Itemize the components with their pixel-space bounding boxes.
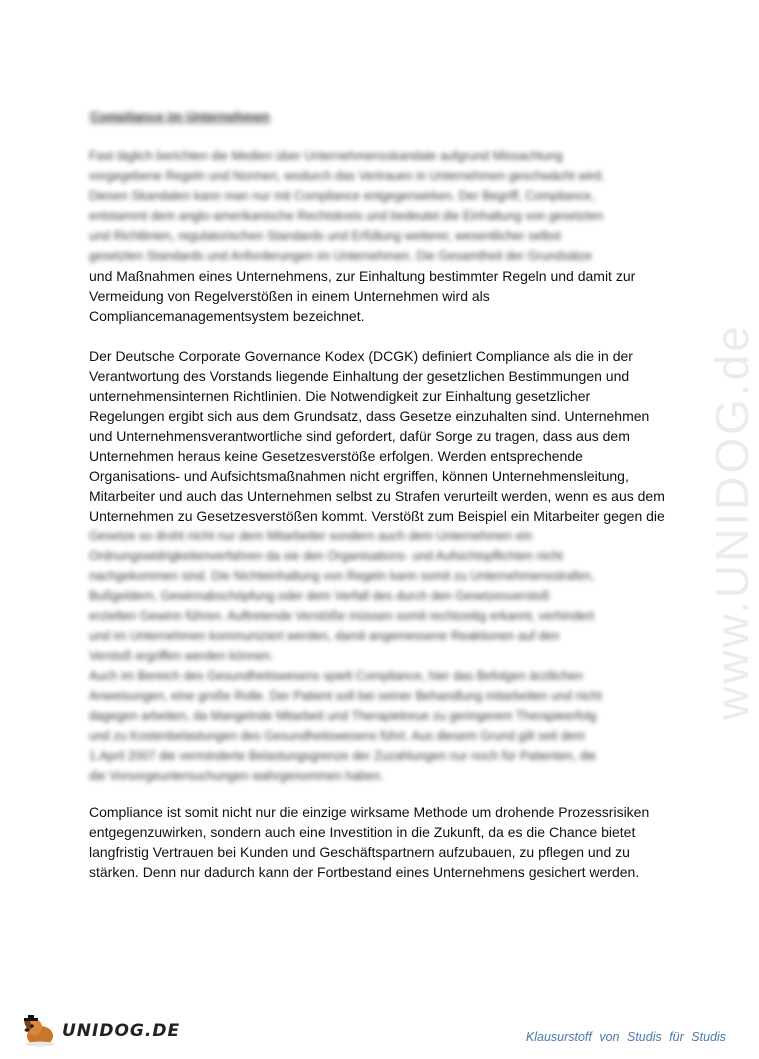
- text-line: vorgegebene Regeln und Normen, wodurch das Vertrauen in Unternehmen geschwächt wird.: [89, 169, 605, 183]
- text-line: Der Deutsche Corporate Governance Kodex (DCGK) definiert Compliance als die in der: [89, 348, 633, 364]
- paragraph-1: [89, 146, 667, 326]
- text-line: und Unternehmensverantwortliche sind gefordert, dafür Sorge zu tragen, dass aus dem: [89, 428, 630, 444]
- paragraph-3: [89, 802, 667, 882]
- footer-logo[interactable]: [20, 1013, 180, 1049]
- text-line: entstammt dem anglo-amerikanische Rechtskreis und bedeutet die Einhaltung von gesetzten: [89, 209, 604, 223]
- text-line: erzielten Gewinn führen. Auftretende Verstöße müssen somit rechtzeitig erkannt, verhindert: [89, 609, 595, 623]
- text-line: Bußgeldern, Gewinnabschöpfung oder dem Verfall des durch den Gesetzesverstoß: [89, 589, 550, 603]
- text-line: gesetzten Standards und Anforderungen im Unternehmen. Die Gesamtheit der Grundsätze: [89, 249, 593, 263]
- text-line: und zu Kostenbelastungen des Gesundheitswesens führt. Aus diesem Grund gilt seit dem: [89, 729, 586, 743]
- document-title: Compliance im Unternehmen: [90, 109, 270, 124]
- text-line: Verstoß ergriffen werden können.: [89, 649, 274, 663]
- text-line: Regelungen ergibt sich aus dem Grundsatz, dass Gesetze einzuhalten sind. Unternehmen: [89, 408, 650, 424]
- dog-mascot-icon: [20, 1014, 60, 1048]
- text-line: nachgekommen sind. Die Nichteinhaltung von Regeln kann somit zu Unternehmensstrafen,: [89, 569, 595, 583]
- text-line: Vermeidung von Regelverstößen in einem Unternehmen wird als: [89, 288, 490, 304]
- text-line: Diesen Skandalen kann man nur mit Compliance entgegenwirken. Der Begriff, Compliance,: [89, 189, 595, 203]
- text-line: Unternehmen heraus keine Gesetzesverstöße erfolgen. Werden entsprechende: [89, 448, 583, 464]
- text-line: Compliance ist somit nicht nur die einzige wirksame Methode um drohende Prozessrisiken: [89, 804, 650, 820]
- text-line: Ordnungswidrigkeitenverfahren da sie den Organisations- und Aufsichtspflichten nicht: [89, 549, 563, 563]
- text-line: Compliancemanagementsystem bezeichnet.: [89, 308, 365, 324]
- logo-text: UNIDOG.DE: [62, 1021, 181, 1041]
- paragraph-2: [89, 346, 667, 786]
- text-line: dagegen arbeiten, da Mangelnde Mitarbeit und Therapietreue zu geringerem Therapieerfolg: [89, 709, 597, 723]
- text-line: Mitarbeiter und auch das Unternehmen selbst zu Strafen verurteilt werden, wenn es aus dem: [89, 488, 665, 504]
- text-line: Anweisungen, eine große Rolle. Der Patient soll bei seiner Behandlung mitarbeiten und nicht: [89, 689, 602, 703]
- text-line: entgegenzuwirken, sondern auch eine Investition in die Zukunft, da es die Chance bietet: [89, 824, 636, 840]
- text-line: Fast täglich berichten die Medien über Unternehmensskandale aufgrund Missachtung: [89, 149, 563, 163]
- text-line: Unternehmen zu Gesetzesverstößen kommt. Verstößt zum Beispiel ein Mitarbeiter gegen die: [89, 508, 665, 524]
- text-line: und Richtlinien, regulatorischen Standards und Erfüllung weiterer, wesentlicher selbst: [89, 229, 561, 243]
- text-line: Organisations- und Aufsichtsmaßnahmen nicht ergriffen, können Unternehmensleitung,: [89, 468, 629, 484]
- text-line: und Maßnahmen eines Unternehmens, zur Einhaltung bestimmter Regeln und damit zur: [89, 268, 636, 284]
- text-line: Verantwortung des Vorstands liegende Einhaltung der gesetzlichen Bestimmungen und: [89, 368, 630, 384]
- text-line: Gesetze so droht nicht nur dem Mitarbeiter sondern auch dem Unternehmen ein: [89, 529, 533, 543]
- footer-tagline: Klausurstoff von Studis für Studis: [525, 1030, 726, 1044]
- text-line: 1.April 2007 die verminderte Belastungsgrenze der Zuzahlungen nur noch für Patienten, die: [89, 749, 597, 763]
- text-line: unternehmensinternen Richtlinien. Die Notwendigkeit zur Einhaltung gesetzlicher: [89, 388, 591, 404]
- text-line: langfristig Vertrauen bei Kunden und Geschäftspartnern aufzubauen, zu pflegen und zu: [89, 844, 630, 860]
- text-line: stärken. Denn nur dadurch kann der Fortbestand eines Unternehmens gesichert werden.: [89, 864, 640, 880]
- text-line: die Vorsorgeuntersuchungen wahrgenommen haben.: [89, 769, 384, 783]
- watermark: www.UNIDOG.de: [706, 323, 758, 720]
- text-line: Auch im Bereich des Gesundheitswesens spielt Compliance, hier das Befolgen ärztlichen: [89, 669, 584, 683]
- text-line: und im Unternehmen kommuniziert werden, damit angemessene Reaktionen auf den: [89, 629, 560, 643]
